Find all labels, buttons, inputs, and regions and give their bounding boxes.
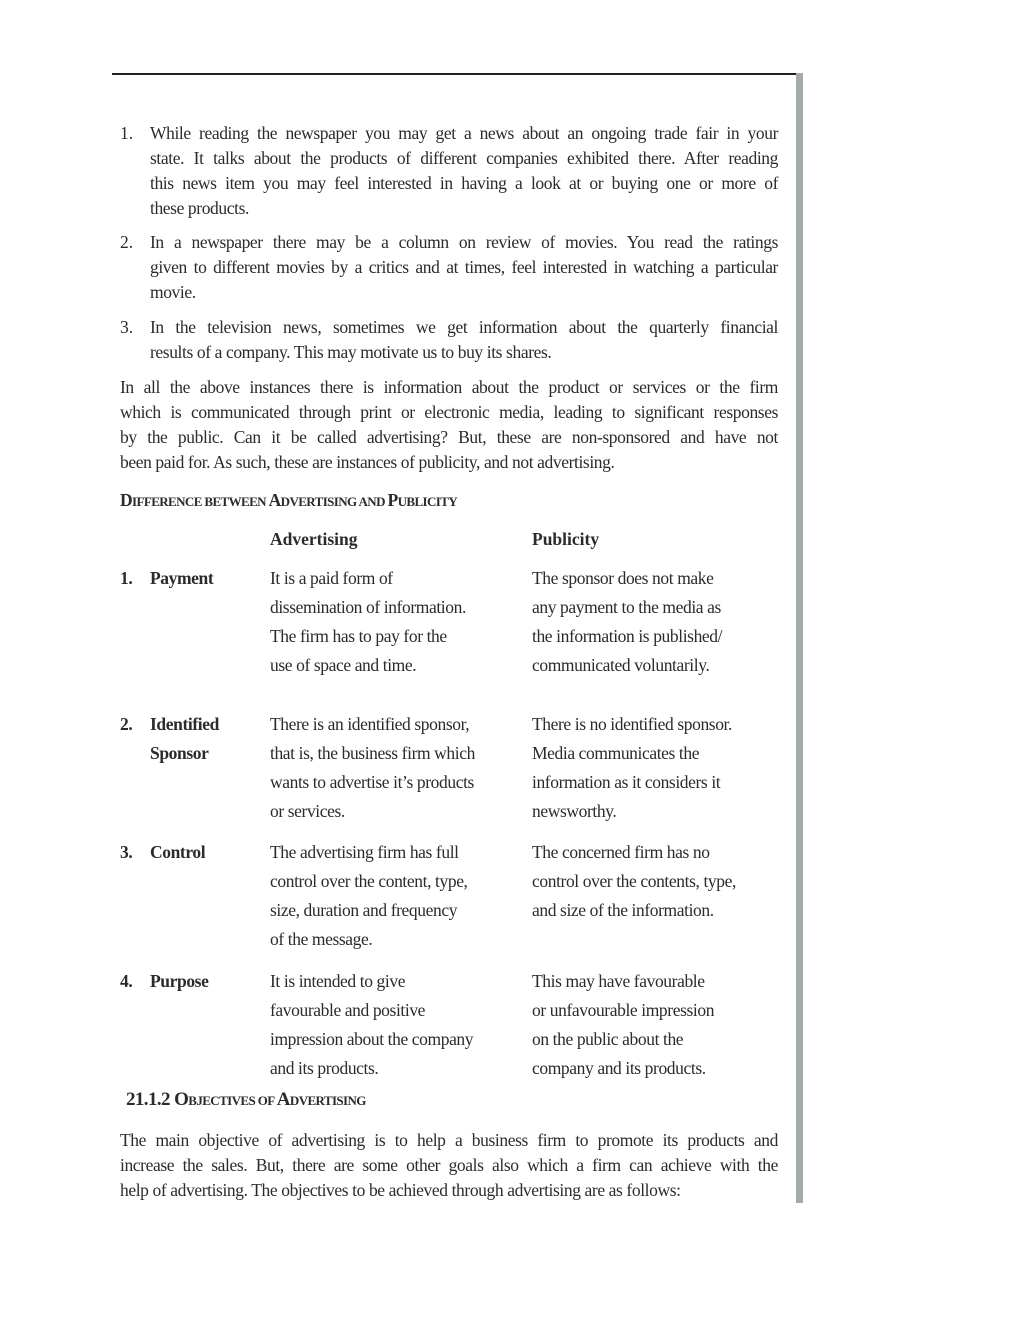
row-number: 1.	[120, 568, 133, 588]
cell-advertising	[270, 838, 468, 954]
cell-publicity	[532, 838, 736, 925]
row-label	[150, 838, 205, 867]
section-heading-objectives: 21.1.2 OBJECTIVES OF ADVERTISING	[126, 1089, 366, 1110]
text-line: these products.	[150, 198, 249, 218]
cell-line: newsworthy.	[532, 801, 617, 821]
cell-publicity	[532, 710, 732, 826]
list-item	[150, 121, 778, 221]
label-line: Identified	[150, 714, 219, 734]
column-header-advertising: Advertising	[270, 529, 358, 549]
header-rule	[112, 73, 800, 75]
cell-advertising	[270, 710, 475, 826]
cell-advertising	[270, 564, 466, 680]
list-item	[150, 230, 778, 305]
text-line: given to different movies by a critics and at times, feel interested in watching a particular	[150, 257, 778, 277]
text-line: While reading the newspaper you may get a news about an ongoing trade fair in your	[150, 123, 778, 143]
margin-bar	[796, 73, 803, 1203]
paragraph-objectives	[120, 1128, 778, 1203]
row-number: 3.	[120, 842, 133, 862]
text-line: state. It talks about the products of different companies exhibited there. After reading	[150, 148, 778, 168]
cell-line: dissemination of information.	[270, 597, 466, 617]
list-number: 3.	[120, 317, 134, 337]
text-line: which is communicated through print or electronic media, leading to significant responses	[120, 402, 778, 422]
text-line: In the television news, sometimes we get information about the quarterly financial	[150, 317, 778, 337]
row-number: 2.	[120, 714, 133, 734]
cell-line: It is a paid form of	[270, 568, 393, 588]
cell-advertising	[270, 967, 473, 1083]
cell-line: The sponsor does not make	[532, 568, 714, 588]
column-header-publicity: Publicity	[532, 529, 600, 549]
cell-line: company and its products.	[532, 1058, 706, 1078]
cell-line: wants to advertise it’s products	[270, 772, 474, 792]
cell-line: The concerned firm has no	[532, 842, 710, 862]
text-line: In all the above instances there is information about the product or services or the firm	[120, 377, 778, 397]
row-label	[150, 967, 208, 996]
section-heading-difference: DIFFERENCE BETWEEN ADVERTISING AND PUBLICITY	[120, 490, 458, 510]
text-line: this news item you may feel interested in having a look at or buying one or more of	[150, 173, 778, 193]
cell-line: Media communicates the	[532, 743, 700, 763]
cell-line: or services.	[270, 801, 345, 821]
cell-line: the information is published/	[532, 626, 723, 646]
text-line: The main objective of advertising is to help a business firm to promote its products and	[120, 1130, 778, 1150]
text-line: been paid for. As such, these are instances of publicity, and not advertising.	[120, 452, 615, 472]
cell-line: on the public about the	[532, 1029, 684, 1049]
cell-line: and size of the information.	[532, 900, 714, 920]
cell-line: any payment to the media as	[532, 597, 721, 617]
cell-line: There is no identified sponsor.	[532, 714, 732, 734]
row-number: 4.	[120, 971, 133, 991]
text-line: results of a company. This may motivate us to buy its shares.	[150, 342, 552, 362]
label-line: Purpose	[150, 971, 209, 991]
cell-publicity	[532, 967, 714, 1083]
cell-line: control over the contents, type,	[532, 871, 736, 891]
cell-line: impression about the company	[270, 1029, 474, 1049]
cell-line: and its products.	[270, 1058, 379, 1078]
cell-line: The firm has to pay for the	[270, 626, 447, 646]
text-line: increase the sales. But, there are some other goals also which a firm can achieve with the	[120, 1155, 778, 1175]
paragraph-publicity	[120, 375, 778, 475]
list-item	[150, 315, 778, 365]
cell-line: The advertising firm has full	[270, 842, 459, 862]
cell-line: use of space and time.	[270, 655, 417, 675]
text-line: by the public. Can it be called advertising? But, these are non-sponsored and have not	[120, 427, 778, 447]
label-line: Sponsor	[150, 743, 209, 763]
cell-line: favourable and positive	[270, 1000, 426, 1020]
cell-line: communicated voluntarily.	[532, 655, 710, 675]
row-label	[150, 564, 213, 593]
cell-line: There is an identified sponsor,	[270, 714, 470, 734]
cell-line: size, duration and frequency	[270, 900, 458, 920]
text-line: help of advertising. The objectives to be achieved through advertising are as follows:	[120, 1180, 681, 1200]
cell-line: information as it considers it	[532, 772, 721, 792]
list-number: 1.	[120, 123, 134, 143]
cell-line: This may have favourable	[532, 971, 705, 991]
cell-line: of the message.	[270, 929, 373, 949]
list-number: 2.	[120, 232, 134, 252]
cell-publicity	[532, 564, 722, 680]
cell-line: that is, the business firm which	[270, 743, 475, 763]
label-line: Control	[150, 842, 206, 862]
cell-line: It is intended to give	[270, 971, 406, 991]
text-line: movie.	[150, 282, 196, 302]
row-label	[150, 710, 219, 768]
label-line: Payment	[150, 568, 214, 588]
cell-line: or unfavourable impression	[532, 1000, 715, 1020]
cell-line: control over the content, type,	[270, 871, 468, 891]
text-line: In a newspaper there may be a column on review of movies. You read the ratings	[150, 232, 778, 252]
